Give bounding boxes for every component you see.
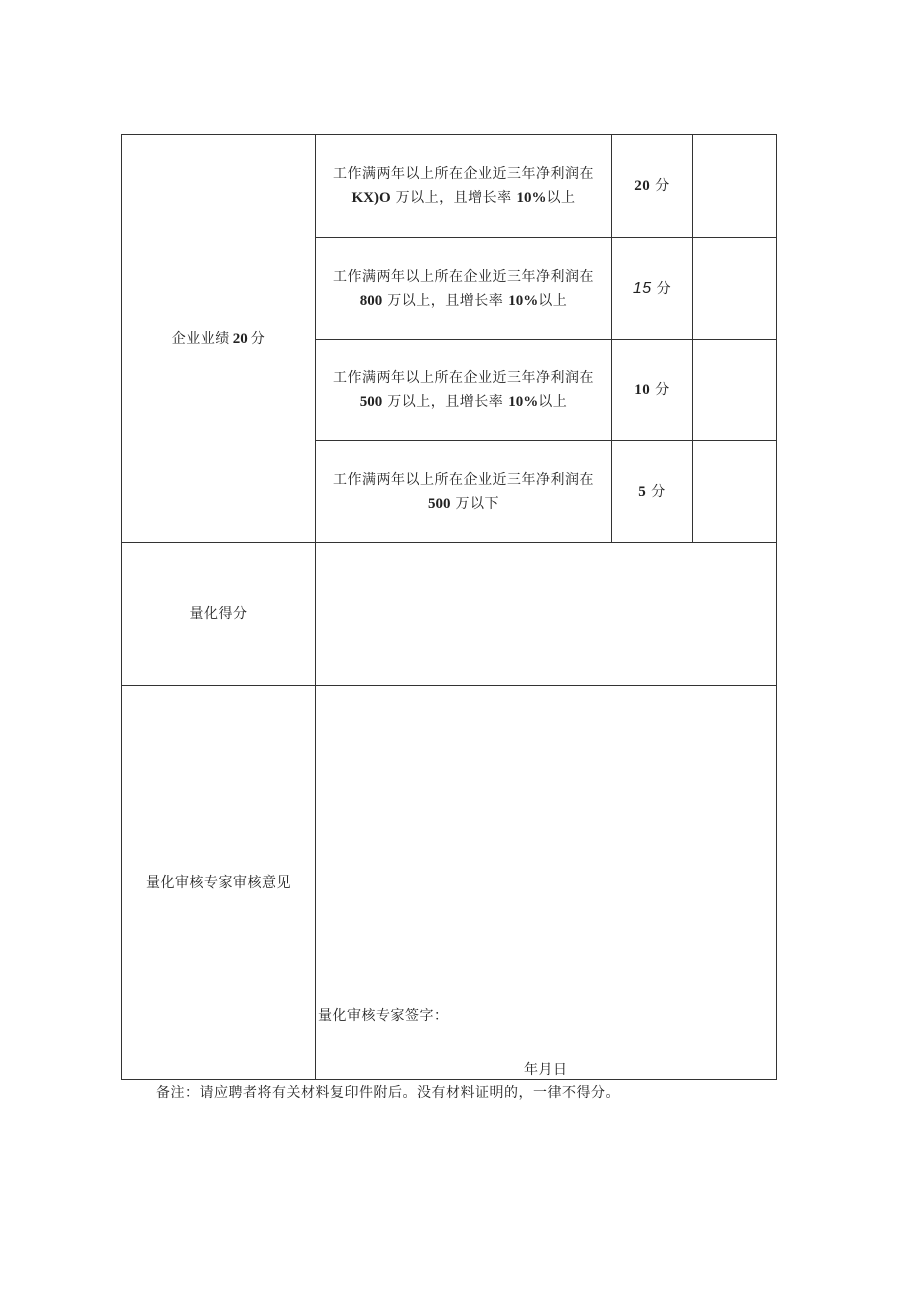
criterion-rest: 万以上，且增长率 bbox=[387, 292, 504, 309]
criterion-rate: 10% bbox=[516, 190, 547, 206]
score-cell bbox=[612, 135, 692, 237]
score-unit: 分 bbox=[655, 382, 670, 398]
category-unit: 分 bbox=[250, 330, 266, 347]
criterion-cell bbox=[316, 238, 611, 339]
score-cell bbox=[612, 238, 692, 339]
score-value: 15 bbox=[632, 279, 652, 297]
score-value: 5 bbox=[638, 483, 647, 500]
criterion-amount: 500 bbox=[428, 495, 451, 512]
criterion-rest: 万以下 bbox=[455, 495, 499, 512]
criterion-rest: 万以上，且增长率 bbox=[387, 394, 504, 410]
signature-label: 量化审核专家签字： bbox=[318, 1008, 449, 1024]
awarded-score-cell bbox=[693, 441, 776, 542]
quant-score-value-cell[interactable] bbox=[316, 543, 776, 685]
quant-score-label: 量化得分 bbox=[189, 606, 248, 622]
footnote: 备注：请应聘者将有关材料复印件附后。没有材料证明的，一律不得分。 bbox=[156, 1085, 620, 1101]
awarded-score-cell bbox=[693, 238, 776, 339]
score-cell bbox=[612, 441, 692, 542]
criterion-cell bbox=[316, 441, 611, 542]
criterion-line1: 工作满两年以上所在企业近三年净利润在 bbox=[333, 166, 594, 182]
criterion-amount: KX)O bbox=[351, 190, 391, 206]
category-points: 20 bbox=[232, 330, 248, 347]
quant-score-label-cell bbox=[122, 543, 315, 685]
criterion-cell bbox=[316, 340, 611, 440]
category-cell bbox=[122, 135, 315, 542]
score-unit: 分 bbox=[651, 483, 666, 500]
score-value: 10 bbox=[634, 382, 651, 398]
criterion-rate: 10% bbox=[508, 394, 539, 410]
review-label: 量化审核专家审核意见 bbox=[146, 874, 291, 891]
criterion-rest: 万以上，且增长率 bbox=[395, 190, 512, 206]
awarded-score-cell bbox=[693, 135, 776, 237]
score-value: 20 bbox=[634, 178, 651, 194]
criterion-amount: 800 bbox=[359, 292, 383, 309]
score-unit: 分 bbox=[655, 178, 670, 194]
awarded-score-cell bbox=[693, 340, 776, 440]
score-cell bbox=[612, 340, 692, 440]
criterion-tail: 以上 bbox=[546, 190, 576, 206]
score-unit: 分 bbox=[656, 280, 672, 297]
category-label: 企业业绩 bbox=[171, 330, 230, 347]
criterion-line1: 工作满两年以上所在企业近三年净利润在 bbox=[333, 370, 594, 386]
criterion-cell bbox=[316, 135, 611, 237]
criterion-line1: 工作满两年以上所在企业近三年净利润在 bbox=[333, 471, 594, 488]
criterion-tail: 以上 bbox=[538, 394, 568, 410]
criterion-line1: 工作满两年以上所在企业近三年净利润在 bbox=[333, 268, 594, 285]
criterion-amount: 500 bbox=[359, 394, 383, 410]
criterion-tail: 以上 bbox=[538, 292, 568, 309]
criterion-rate: 10% bbox=[508, 292, 539, 309]
date-label: 年月日 bbox=[524, 1062, 568, 1078]
review-label-cell bbox=[122, 686, 315, 1079]
